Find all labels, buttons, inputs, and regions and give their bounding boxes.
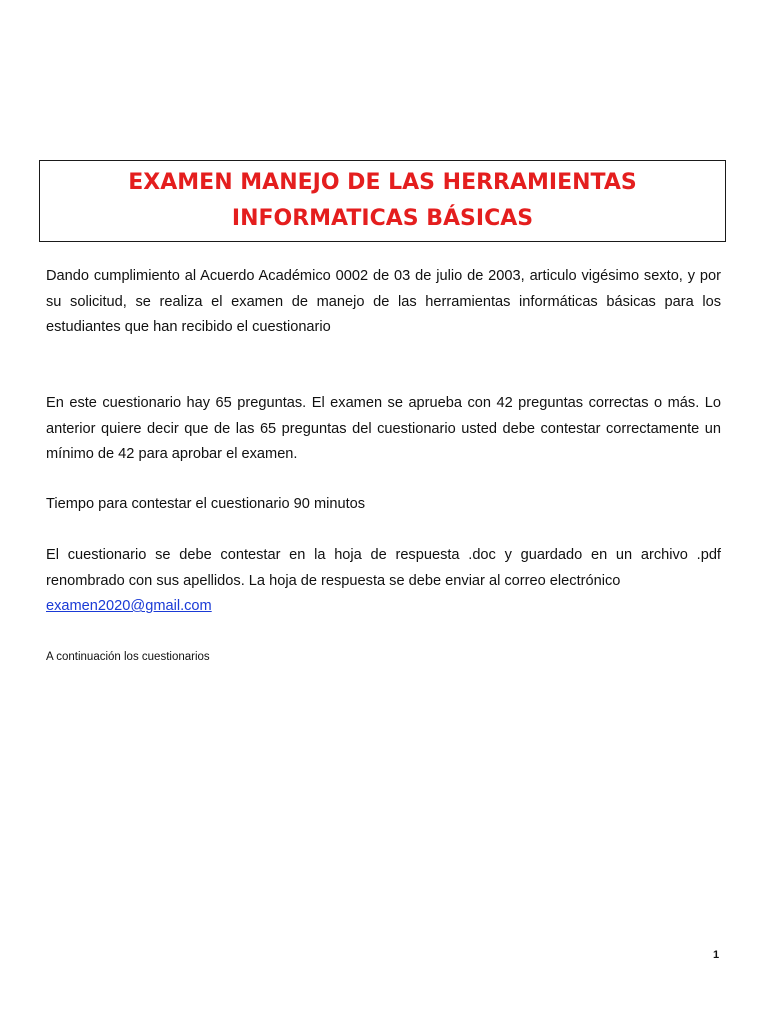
document-title-line-2: INFORMATICAS BÁSICAS: [231, 206, 534, 231]
submission-text: El cuestionario se debe contestar en la hoja de respuesta .doc y guardado en un archivo .pdf renombrado con sus apellidos. La hoja de respuesta se debe enviar al correo electrónico: [46, 547, 721, 589]
email-link[interactable]: examen2020@gmail.com: [46, 598, 212, 614]
intro-paragraph: Dando cumplimiento al Acuerdo Académico 0002 de 03 de julio de 2003, articulo vigésimo sexto, y por su solicitud, se realiza el examen de manejo de las herramientas informáticas básicas para los estudiantes que han recibido el cuestionario: [46, 268, 721, 335]
title-box: [39, 160, 726, 242]
submission-paragraph: [46, 543, 721, 620]
document-title-line-1: EXAMEN MANEJO DE LAS HERRAMIENTAS: [128, 170, 637, 195]
questions-paragraph: En este cuestionario hay 65 preguntas. El examen se aprueba con 42 preguntas correctas o más. Lo anterior quiere decir que de las 65 preguntas del cuestionario usted debe contestar correctamente un mínimo de 42 para aprobar el examen.: [46, 395, 721, 462]
time-paragraph: Tiempo para contestar el cuestionario 90 minutos: [46, 496, 366, 512]
page-number: 1: [713, 949, 720, 961]
continuation-note: A continuación los cuestionarios: [46, 651, 210, 663]
